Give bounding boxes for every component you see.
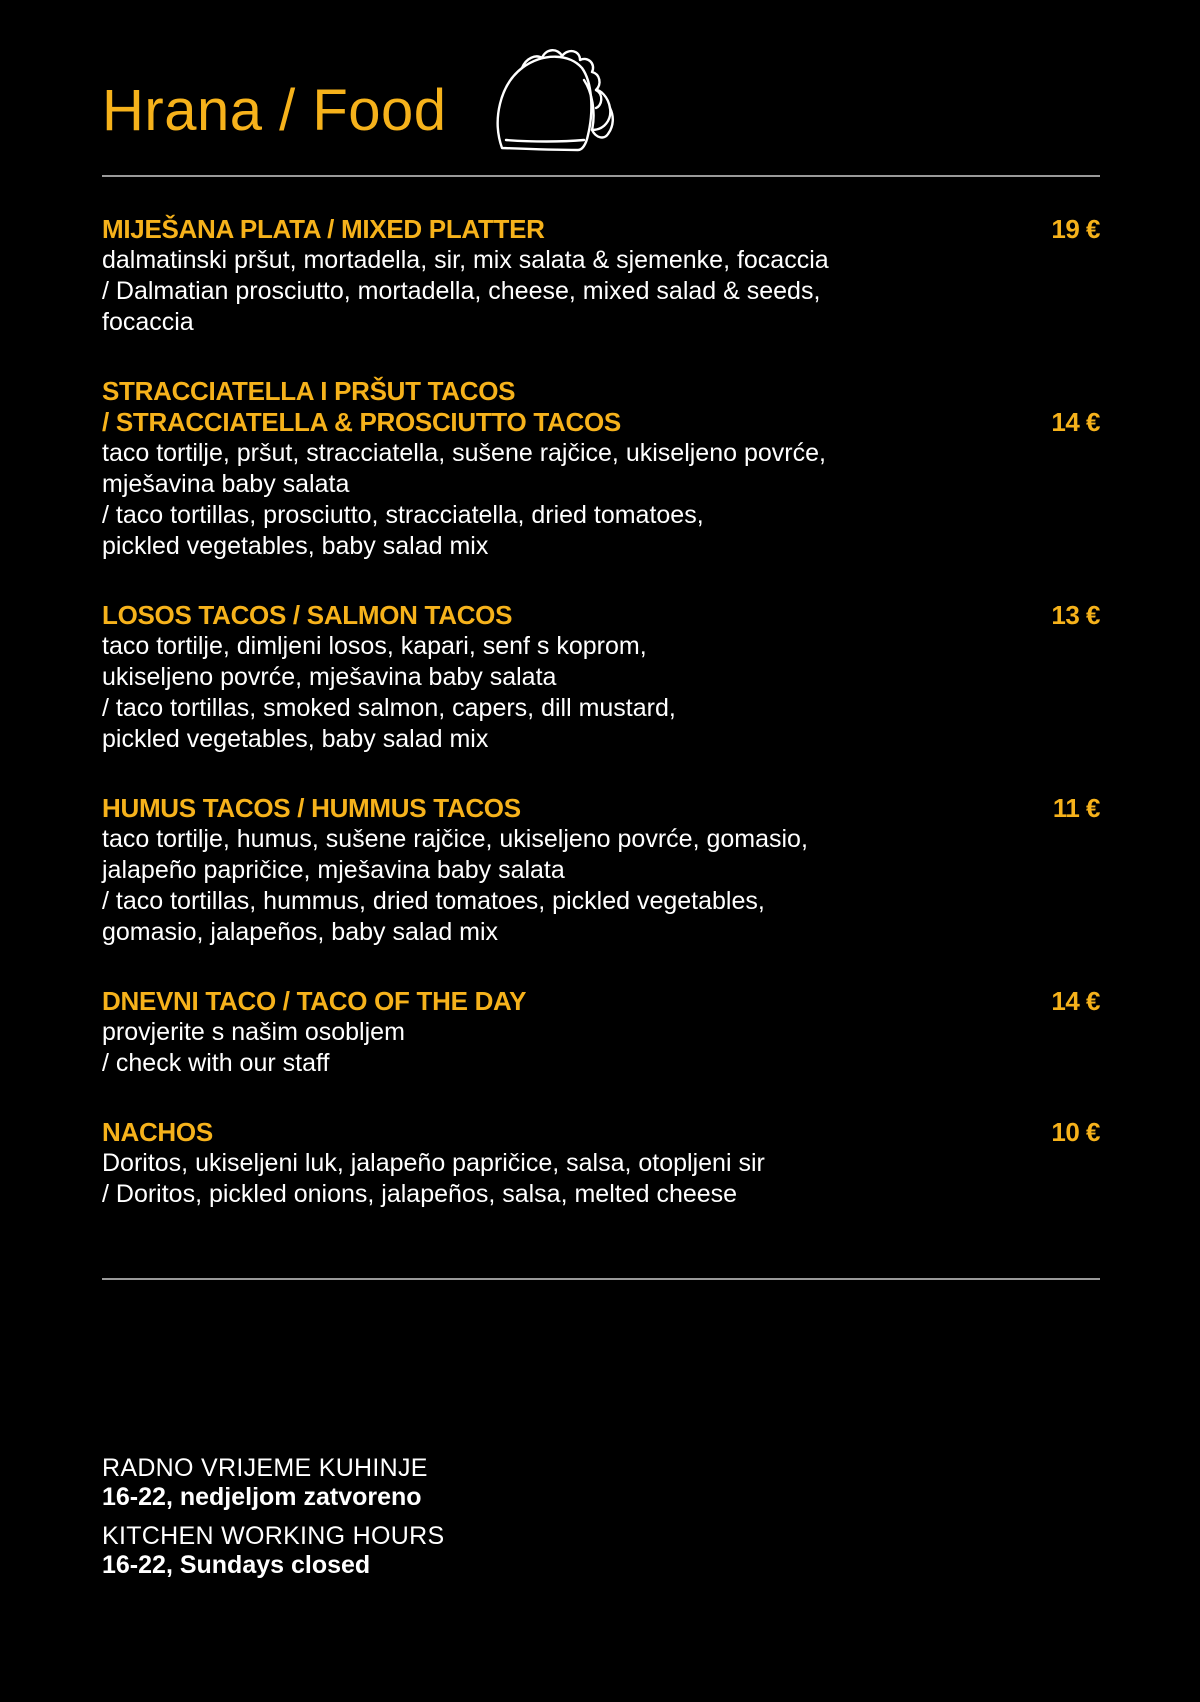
menu-item: [102, 600, 1100, 755]
menu-item-price: 10 €: [1051, 1117, 1100, 1147]
menu-item-description: taco tortilje, dimljeni losos, kapari, senf s koprom, ukiseljeno povrće, mješavina baby salata / taco tortillas, smoked salmon, capers, dill mustard, pickled vegetables, baby salad mix: [102, 632, 676, 753]
menu-item-title: NACHOS: [102, 1117, 213, 1147]
menu-item-header: [102, 376, 1100, 438]
hours-value-en: 16-22, Sundays closed: [102, 1551, 371, 1579]
menu-item-price: 14 €: [1051, 407, 1100, 437]
menu-item-price: 11 €: [1052, 793, 1100, 823]
top-divider: [102, 175, 1100, 177]
menu-item: [102, 214, 1100, 338]
menu-item-title: HUMUS TACOS / HUMMUS TACOS: [102, 793, 521, 823]
menu-item-description: taco tortilje, humus, sušene rajčice, ukiseljeno povrće, gomasio, jalapeño papričice, mješavina baby salata / taco tortillas, hummus, dried tomatoes, pickled vegetables, gomasio, jalapeños, baby salad mix: [102, 825, 808, 946]
menu-item-title: DNEVNI TACO / TACO OF THE DAY: [102, 986, 527, 1016]
menu-item: [102, 986, 1100, 1079]
menu-item-description: Doritos, ukiseljeni luk, jalapeño papričice, salsa, otopljeni sir / Doritos, pickled onions, jalapeños, salsa, melted cheese: [102, 1149, 765, 1208]
menu-item-header: [102, 1117, 1100, 1148]
page-header: [102, 40, 1100, 160]
menu-item-title: LOSOS TACOS / SALMON TACOS: [102, 600, 513, 630]
menu-item: [102, 1117, 1100, 1210]
taco-icon: [492, 40, 622, 160]
menu-item-price: 13 €: [1051, 600, 1100, 630]
page-title: Hrana / Food: [102, 78, 447, 143]
menu-item-description: taco tortilje, pršut, stracciatella, sušene rajčice, ukiseljeno povrće, mješavina baby salata / taco tortillas, prosciutto, stracciatella, dried tomatoes, pickled vegetables, baby salad mix: [102, 439, 826, 560]
menu-item-header: [102, 986, 1100, 1017]
kitchen-hours-hr: [102, 1454, 802, 1512]
menu-list: [102, 214, 1100, 1248]
menu-item-description: dalmatinski pršut, mortadella, sir, mix salata & sjemenke, focaccia / Dalmatian prosciutto, mortadella, cheese, mixed salad & seeds, focaccia: [102, 246, 829, 336]
hours-label-en: KITCHEN WORKING HOURS: [102, 1522, 445, 1550]
kitchen-hours: [102, 1454, 802, 1590]
menu-item-header: [102, 600, 1100, 631]
bottom-divider: [102, 1278, 1100, 1280]
menu-item-price: 19 €: [1051, 214, 1100, 244]
menu-item: [102, 376, 1100, 562]
menu-item-header: [102, 214, 1100, 245]
menu-item-title: MIJEŠANA PLATA / MIXED PLATTER: [102, 214, 545, 244]
menu-item-description: provjerite s našim osobljem / check with our staff: [102, 1018, 405, 1077]
hours-label-hr: RADNO VRIJEME KUHINJE: [102, 1454, 428, 1482]
menu-item: [102, 793, 1100, 948]
menu-item-header: [102, 793, 1100, 824]
kitchen-hours-en: [102, 1522, 802, 1580]
menu-item-price: 14 €: [1051, 986, 1100, 1016]
menu-item-title: STRACCIATELLA I PRŠUT TACOS / STRACCIATELLA & PROSCIUTTO TACOS: [102, 376, 621, 437]
hours-value-hr: 16-22, nedjeljom zatvoreno: [102, 1483, 422, 1511]
